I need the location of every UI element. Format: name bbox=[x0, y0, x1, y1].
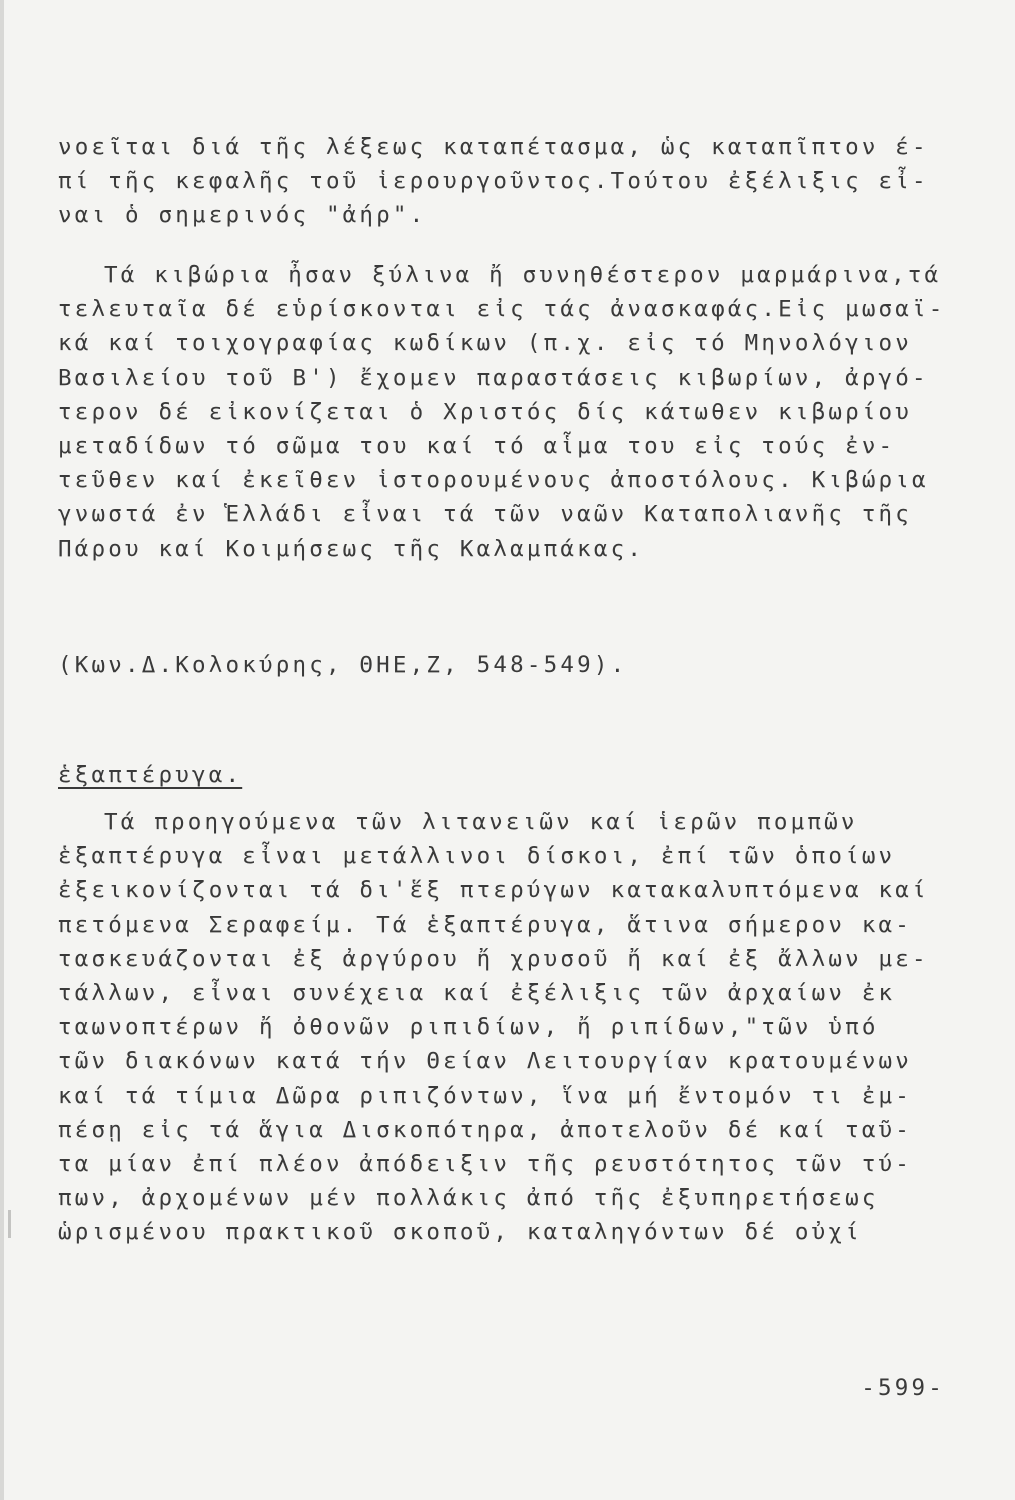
text-line: Τά προηγούμενα τῶν λιτανειῶν καί ἱερῶν πομπῶν bbox=[104, 809, 858, 835]
citation: (Κων.Δ.Κολοκύρης, ΘΗΕ,Ζ, 548-549). bbox=[58, 652, 628, 678]
text-line: Βασιλείου τοῦ Β') ἔχομεν παραστάσεις κιβωρίων, ἀργό- bbox=[58, 364, 929, 391]
page-mark bbox=[8, 1210, 11, 1238]
text-line: νοεῖται διά τῆς λέξεως καταπέτασμα, ὡς καταπῖπτον έ- bbox=[58, 134, 929, 160]
text-line: ναι ὁ σημερινός "ἀήρ". bbox=[58, 202, 427, 229]
section-heading: ἑξαπτέρυγα. bbox=[58, 762, 243, 788]
text-line: πέσῃ εἰς τά ἅγια Δισκοπότηρα, ἀποτελοῦν δέ καί ταῦ- bbox=[58, 1116, 913, 1143]
text-line: κά καί τοιχογραφίας κωδίκων (π.χ. εἰς τό Μηνολόγιον bbox=[58, 330, 913, 357]
text-line: τάλλων, εἶναι συνέχεια καί ἐξέλιξις τῶν ἀρχαίων ἐκ bbox=[58, 979, 896, 1006]
text-line: ταωνοπτέρων ἤ ὀθονῶν ριπιδίων, ἤ ριπίδων,"τῶν ὑπό bbox=[58, 1014, 879, 1041]
text-line: πων, ἀρχομένων μέν πολλάκις ἀπό τῆς ἐξυπηρετήσεως bbox=[58, 1185, 879, 1212]
text-line: τα μίαν ἐπί πλέον ἀπόδειξιν τῆς ρευστότητος τῶν τύ- bbox=[58, 1150, 913, 1177]
text-line: Πάρου καί Κοιμήσεως τῆς Καλαμπάκας. bbox=[58, 535, 645, 562]
text-line: τερον δέ εἰκονίζεται ὁ Χριστός δίς κάτωθεν κιβωρίου bbox=[58, 398, 913, 425]
paragraph-kiboria bbox=[58, 258, 958, 566]
text-line: ὡρισμένου πρακτικοῦ σκοποῦ, καταληγόντων δέ οὐχί bbox=[58, 1219, 862, 1246]
text-line: πετόμενα Σεραφείμ. Τά ἑξαπτέρυγα, ἅτινα σήμερον κα- bbox=[58, 911, 913, 938]
text-line: ἐξεικονίζονται τά δι'ἕξ πτερύγων κατακαλυπτόμενα καί bbox=[58, 877, 929, 904]
paragraph-continuation bbox=[58, 130, 958, 233]
text-line: τῶν διακόνων κατά τήν Θείαν Λειτουργίαν κρατουμένων bbox=[58, 1048, 913, 1075]
text-line: τεῦθεν καί ἐκεῖθεν ἱστορουμένους ἀποστόλους. Κιβώρια bbox=[58, 467, 929, 494]
text-line: μεταδίδων τό σῶμα του καί τό αἷμα του εἰς τούς ἐν- bbox=[58, 432, 896, 459]
text-line: πί τῆς κεφαλῆς τοῦ ἱερουργοῦντος.Τούτου ἐξέλιξις εἶ- bbox=[58, 168, 929, 195]
text-line: Τά κιβώρια ἦσαν ξύλινα ἤ συνηθέστερον μαρμάρινα,τά bbox=[104, 262, 942, 288]
text-line: γνωστά ἐν Ἑλλάδι εἶναι τά τῶν ναῶν Καταπολιανῆς τῆς bbox=[58, 501, 913, 528]
text-line: τελευταῖα δέ εὑρίσκονται εἰς τάς ἀνασκαφάς.Εἰς μωσαϊ- bbox=[58, 296, 946, 323]
page-edge bbox=[0, 0, 4, 1500]
page-number: -599- bbox=[861, 1375, 945, 1401]
text-line: ἑξαπτέρυγα εἶναι μετάλλινοι δίσκοι, ἐπί τῶν ὁποίων bbox=[58, 843, 896, 870]
text-line: καί τά τίμια Δῶρα ριπιζόντων, ἵνα μή ἔντομόν τι ἐμ- bbox=[58, 1082, 913, 1109]
paragraph-hexapteryga bbox=[58, 805, 958, 1249]
text-line: τασκευάζονται ἐξ ἀργύρου ἤ χρυσοῦ ἤ καί ἐξ ἄλλων με- bbox=[58, 945, 929, 972]
